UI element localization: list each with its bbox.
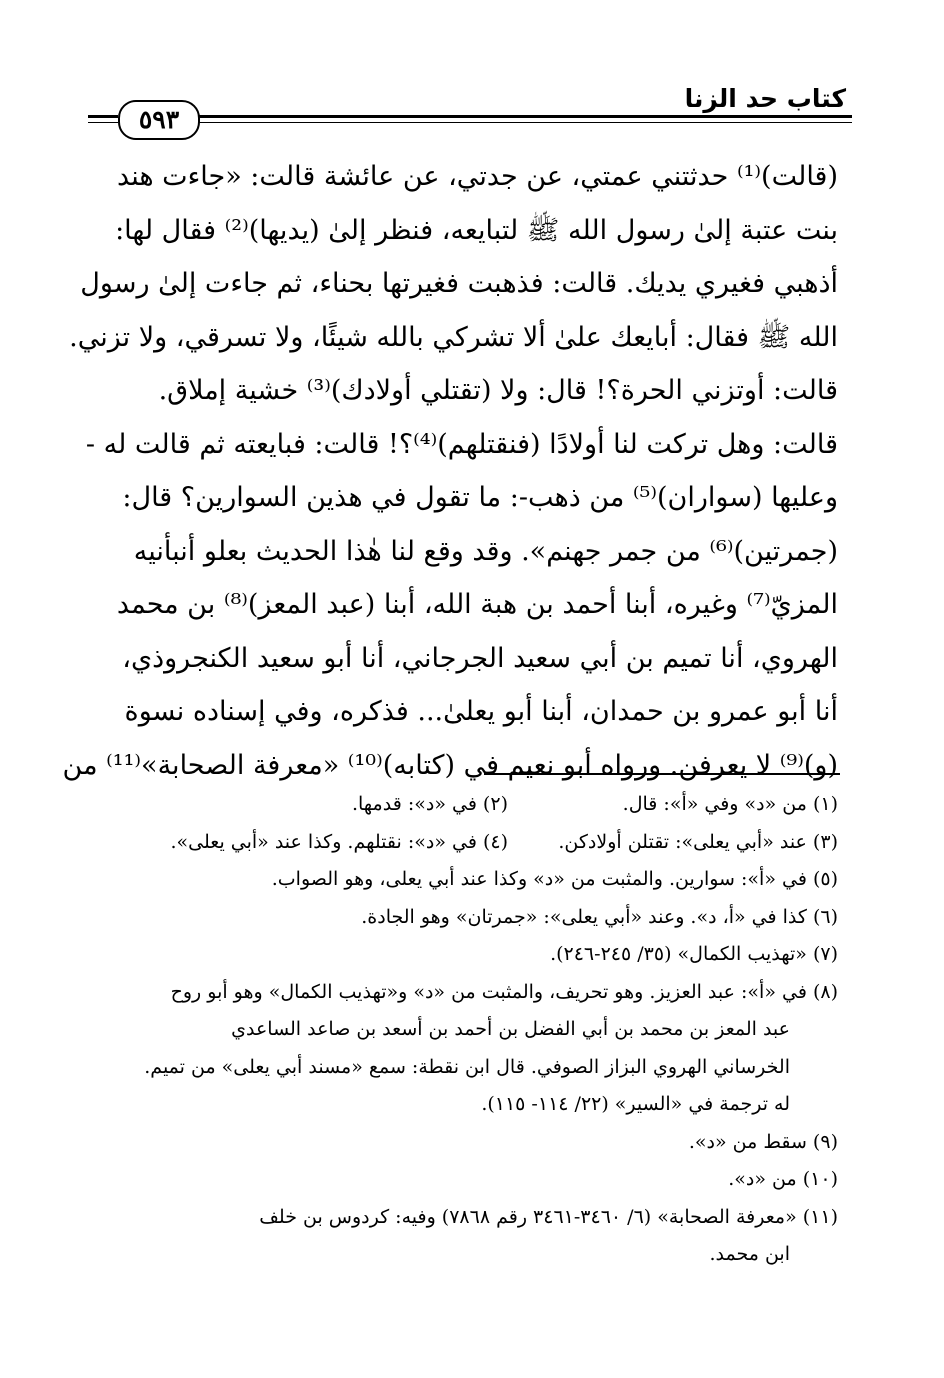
footnote: (٣) عند «أبي يعلى»: تقتلن أولادكن. xyxy=(558,830,838,853)
text-line: قالت: وهل تركت لنا أولادًا (فنقتلهم)⁽⁴⁾؟! قالت: فبايعته ثم قالت له - xyxy=(85,428,838,460)
footnote: (١١) «معرفة الصحابة» (٦/ ٣٤٦٠-٣٤٦١ رقم ٧٨٦٨) وفيه: كردوس بن خلف xyxy=(259,1205,838,1228)
footnote: (٤) في «د»: نقتلهم. وكذا عند «أبي يعلى». xyxy=(170,830,508,853)
header-rule xyxy=(88,122,118,123)
text-line: بنت عتبة إلىٰ رسول الله ﷺ لتبايعه، فنظر إلىٰ (يديها)⁽²⁾ فقال لها: xyxy=(115,214,838,246)
page-header xyxy=(88,80,852,134)
chapter-title: كتاب حد الزنا xyxy=(684,84,846,113)
footnote: (١٠) من «د». xyxy=(728,1168,838,1190)
footnote-continuation: عبد المعز بن محمد بن أبي الفضل بن أحمد بن أسعد بن صاعد الساعدي xyxy=(231,1018,790,1040)
main-text xyxy=(62,150,838,792)
text-line: وعليها (سواران)⁽⁵⁾ من ذهب-: ما تقول في هذين السوارين؟ قال: xyxy=(122,482,838,513)
footnote: (٨) في «أ»: عبد العزيز. وهو تحريف، والمثبت من «د» و«تهذيب الكمال» وهو أبو روح xyxy=(170,980,838,1003)
header-rule xyxy=(198,122,852,123)
text-line: المزيّ⁽⁷⁾ وغيره، أبنا أحمد بن هبة الله، أبنا (عبد المعز)⁽⁸⁾ بن محمد xyxy=(116,589,838,620)
text-line: (و)⁽⁹⁾ لا يعرفن. ورواه أبو نعيم في (كتابه)⁽¹⁰⁾ «معرفة الصحابة»⁽¹¹⁾ من xyxy=(62,749,838,781)
text-line: (قالت)⁽¹⁾ حدثتني عمتي، عن جدتي، عن عائشة قالت: «جاءت هند xyxy=(117,161,838,192)
header-rule xyxy=(198,115,852,118)
footnote: (٢) في «د»: قدمها. xyxy=(351,793,508,815)
text-line: أذهبي فغيري يديك. قالت: فذهبت فغيرتها بحناء، ثم جاءت إلىٰ رسول xyxy=(80,268,838,299)
page-number: ٥٩٣ xyxy=(118,100,200,140)
footnote: (٩) سقط من «د». xyxy=(688,1130,838,1153)
text-line: الله ﷺ فقال: أبايعك علىٰ ألا تشركي بالله شيئًا، ولا تسرقي، ولا تزني. xyxy=(69,321,838,353)
footnote: (٦) كذا في «أ، د». وعند «أبي يعلى»: «جمرتان» وهو الجادة. xyxy=(361,905,838,928)
footnote-continuation: له ترجمة في «السير» (٢٢/ ١١٤- ١١٥). xyxy=(481,1093,790,1115)
footnote-continuation: ابن محمد. xyxy=(709,1243,790,1265)
footnote-continuation: الخرساني الهروي البزاز الصوفي. قال ابن نقطة: سمع «مسند أبي يعلى» من تميم. xyxy=(144,1055,790,1078)
footnote: (١) من «د» وفي «أ»: قال. xyxy=(622,793,838,815)
footnotes xyxy=(92,786,838,1274)
footnote: (٥) في «أ»: سوارين. والمثبت من «د» وكذا عند أبي يعلى، وهو الصواب. xyxy=(271,868,838,890)
text-line: الهروي، أنا تميم بن أبي سعيد الجرجاني، أنا أبو سعيد الكنجروذي، xyxy=(122,642,838,674)
text-line: أنا أبو عمرو بن حمدان، أبنا أبو يعلىٰ... فذكره، وفي إسناده نسوة xyxy=(124,696,838,727)
footnote-row xyxy=(92,786,838,824)
text-line: قالت: أوتزني الحرة؟! قال: ولا (تقتلي أولادك)⁽³⁾ خشية إملاق. xyxy=(158,375,838,406)
header-rule xyxy=(88,115,118,118)
footnote-separator xyxy=(484,773,840,775)
footnote: (٧) «تهذيب الكمال» (٣٥/ ٢٤٥-٢٤٦). xyxy=(550,943,838,965)
footnote-row xyxy=(92,824,838,862)
text-line: (جمرتين)⁽⁶⁾ من جمر جهنم». وقد وقع لنا هٰذا الحديث بعلو أنبأنيه xyxy=(133,535,838,567)
